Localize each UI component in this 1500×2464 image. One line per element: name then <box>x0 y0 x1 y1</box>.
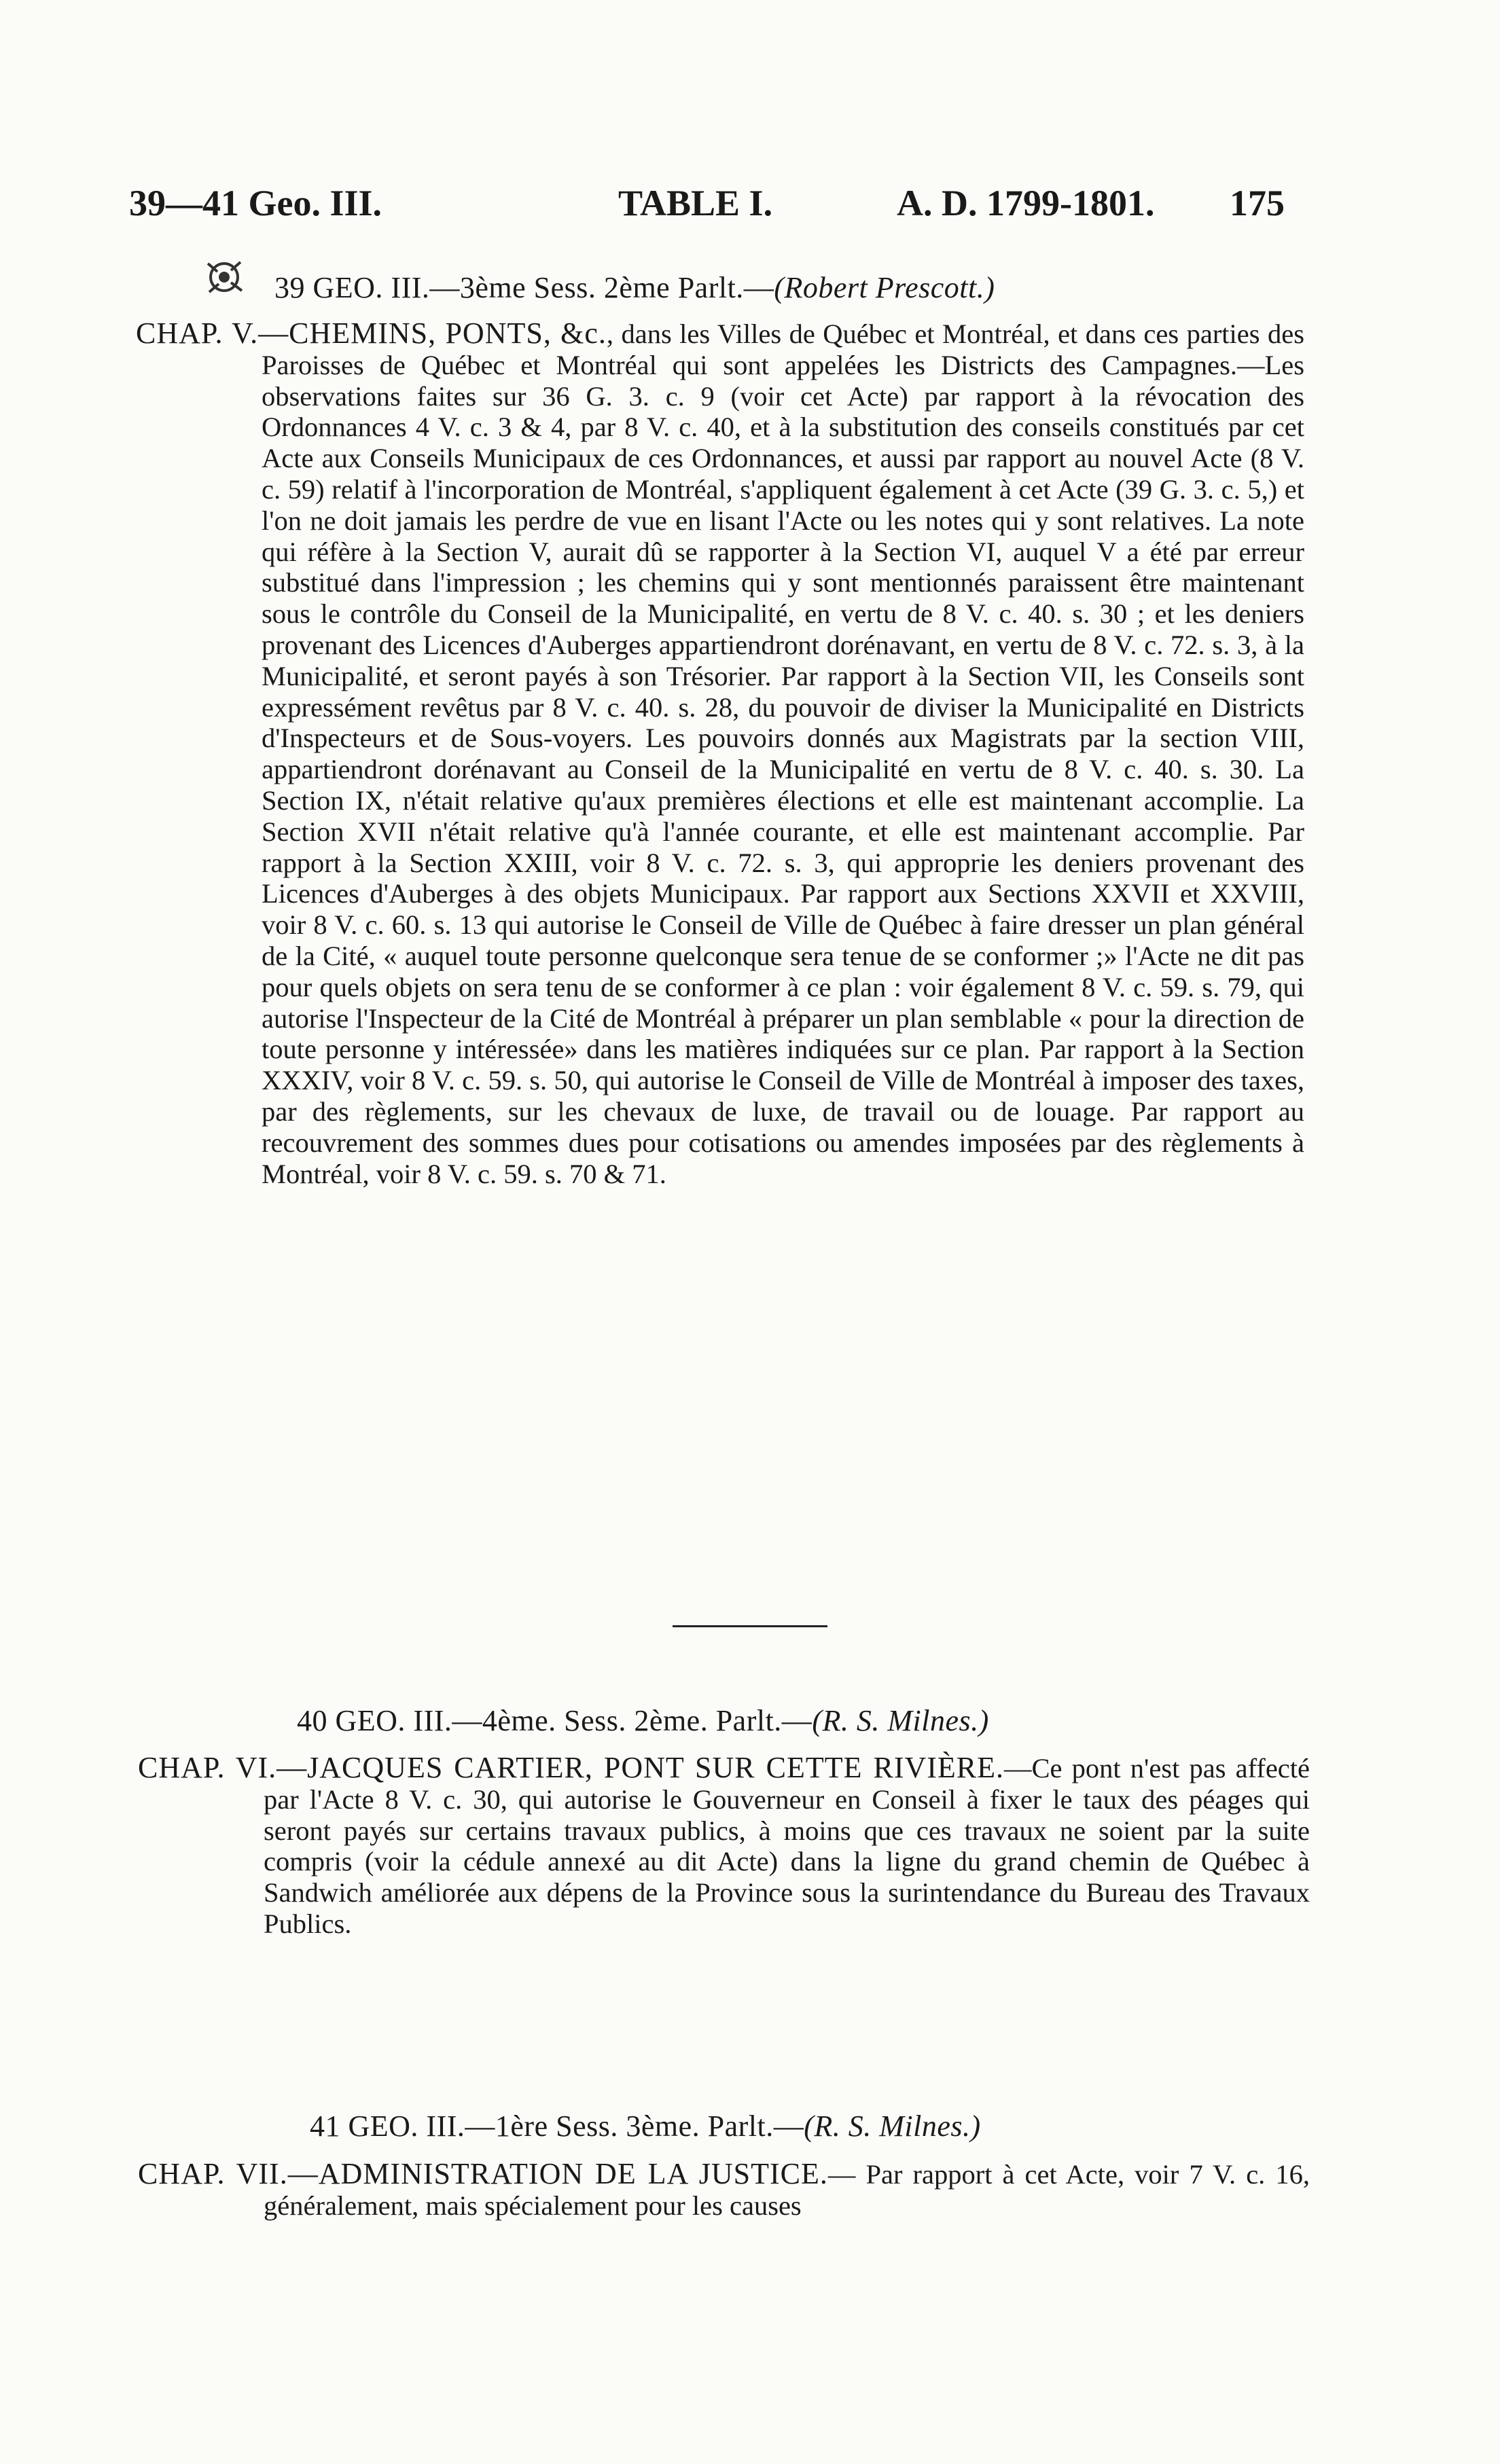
chapter-note-text: — Par rapport à cet Acte, voir 7 V. c. 16, généralement, mais spécialement pour les causes <box>264 2159 1310 2221</box>
session-heading-governor: (R. S. Milnes.) <box>812 1704 989 1737</box>
chapter-vii-entry <box>138 2157 1310 2222</box>
chapter-title: JACQUES CARTIER, PONT SUR CETTE RIVIÈRE. <box>307 1751 1005 1784</box>
chapter-title: CHEMINS, PONTS, &c. <box>289 316 607 350</box>
session-heading-governor: (Robert Prescott.) <box>774 271 995 304</box>
chapter-label: CHAP. VI.— <box>138 1751 308 1784</box>
running-head-regnal-years: 39—41 Geo. III. <box>129 183 382 223</box>
printers-ornament-icon <box>204 257 247 296</box>
chapter-label: CHAP. VII.— <box>138 2157 319 2190</box>
session-heading-text: 40 GEO. III.—4ème. Sess. 2ème. Parlt.— <box>297 1704 812 1737</box>
session-heading-governor: (R. S. Milnes.) <box>804 2109 981 2143</box>
chapter-vi-entry <box>138 1751 1310 1940</box>
chapter-title: ADMINISTRATION DE LA JUSTICE. <box>318 2157 828 2190</box>
session-heading-40-geo-iii <box>297 1703 989 1738</box>
chapter-label: CHAP. V.— <box>136 316 289 350</box>
running-head <box>129 182 1325 230</box>
running-head-date-range: A. D. 1799-1801. <box>897 183 1155 223</box>
section-divider-rule <box>673 1625 827 1627</box>
session-heading-text: 39 GEO. III.—3ème Sess. 2ème Parlt.— <box>274 271 774 304</box>
session-heading-text: 41 GEO. III.—1ère Sess. 3ème. Parlt.— <box>310 2109 804 2143</box>
running-head-table-title: TABLE I. <box>618 183 773 223</box>
page-number: 175 <box>1230 183 1285 223</box>
chapter-note-text: —Ce pont n'est pas affecté par l'Acte 8 V. c. 30, qui autorise le Gouverneur en Conseil à fixer le taux des péages qui seront payés sur certains travaux publics, à moins que ces travaux ne soient par la suite compris (voir la cédule annexé au dit Acte) dans la ligne du grand chemin de Québec à Sandwich améliorée aux dépens de la Province sous la surintendance du Bureau des Travaux Publics. <box>264 1753 1310 1939</box>
chapter-note-text: , dans les Villes de Québec et Montréal, et dans ces parties des Paroisses de Québec et Montréal qui sont appelées les Districts des Campagnes.—Les observations faites sur 36 G. 3. c. 9 (voir cet Acte) par rapport à la révocation des Ordonnances 4 V. c. 3 & 4, par 8 V. c. 40, et à la substitution des conseils constitués par cet Acte aux Conseils Municipaux de ces Ordonnances, et aussi par rapport au nouvel Acte (8 V. c. 59) relatif à l'incorporation de Montréal, s'appliquent également à cet Acte (39 G. 3. c. 5,) et l'on ne doit jamais les perdre de vue en lisant l'Acte ou les notes qui y sont relatives. La note qui réfère à la Section V, aurait dû se rapporter à la Section VI, auquel V a été par erreur substitué dans l'impression ; les chemins qui y sont mentionnés paraissent être maintenant sous le contrôle du Conseil de la Municipalité, en vertu de 8 V. c. 40. s. 30 ; et les deniers provenant des Licences d'Auberges appartiendront dorénavant, en vertu de 8 V. c. 72. s. 3, à la Municipalité, et seront payés à son Trésorier. Par rapport à la Section VII, les Conseils sont expressément revêtus par 8 V. c. 40. s. 28, du pouvoir de diviser la Municipalité en Districts d'Inspecteurs et de Sous-voyers. Les pouvoirs donnés aux Magistrats par la section VIII, appartiendront dorénavant au Conseil de la Municipalité en vertu de 8 V. c. 40. s. 30. La Section IX, n'était relative qu'aux premières élections et elle est maintenant accomplie. La Section XVII n'était relative qu'à l'année courante, et elle est maintenant accomplie. Par rapport à la Section XXIII, voir 8 V. c. 72. s. 3, qui approprie les deniers provenant des Licences d'Auberges à des objets Municipaux. Par rapport aux Sections XXVII et XXVIII, voir 8 V. c. 60. s. 13 qui autorise le Conseil de Ville de Québec à faire dresser un plan général de la Cité, « auquel toute personne quelconque sera tenue de se conformer ;» l'Acte ne dit pas pour quels objets on sera tenu de se conformer à ce plan : voir également 8 V. c. 59. s. 79, qui autorise l'Inspecteur de la Cité de Montréal à préparer un plan semblable « pour la direction de toute personne y intéressée» dans les matières indiquées sur ce plan. Par rapport à la Section XXXIV, voir 8 V. c. 59. s. 50, qui autorise le Conseil de Ville de Montréal à imposer des taxes, par des règlements, sur les chevaux de luxe, de travail ou de louage. Par rapport au recouvrement des sommes dues pour cotisations ou amendes imposées par des règlements à Montréal, voir 8 V. c. 59. s. 70 & 71. <box>262 319 1304 1189</box>
chapter-v-entry <box>136 316 1304 1189</box>
session-heading-39-geo-iii <box>274 270 995 305</box>
session-heading-41-geo-iii <box>310 2109 981 2143</box>
